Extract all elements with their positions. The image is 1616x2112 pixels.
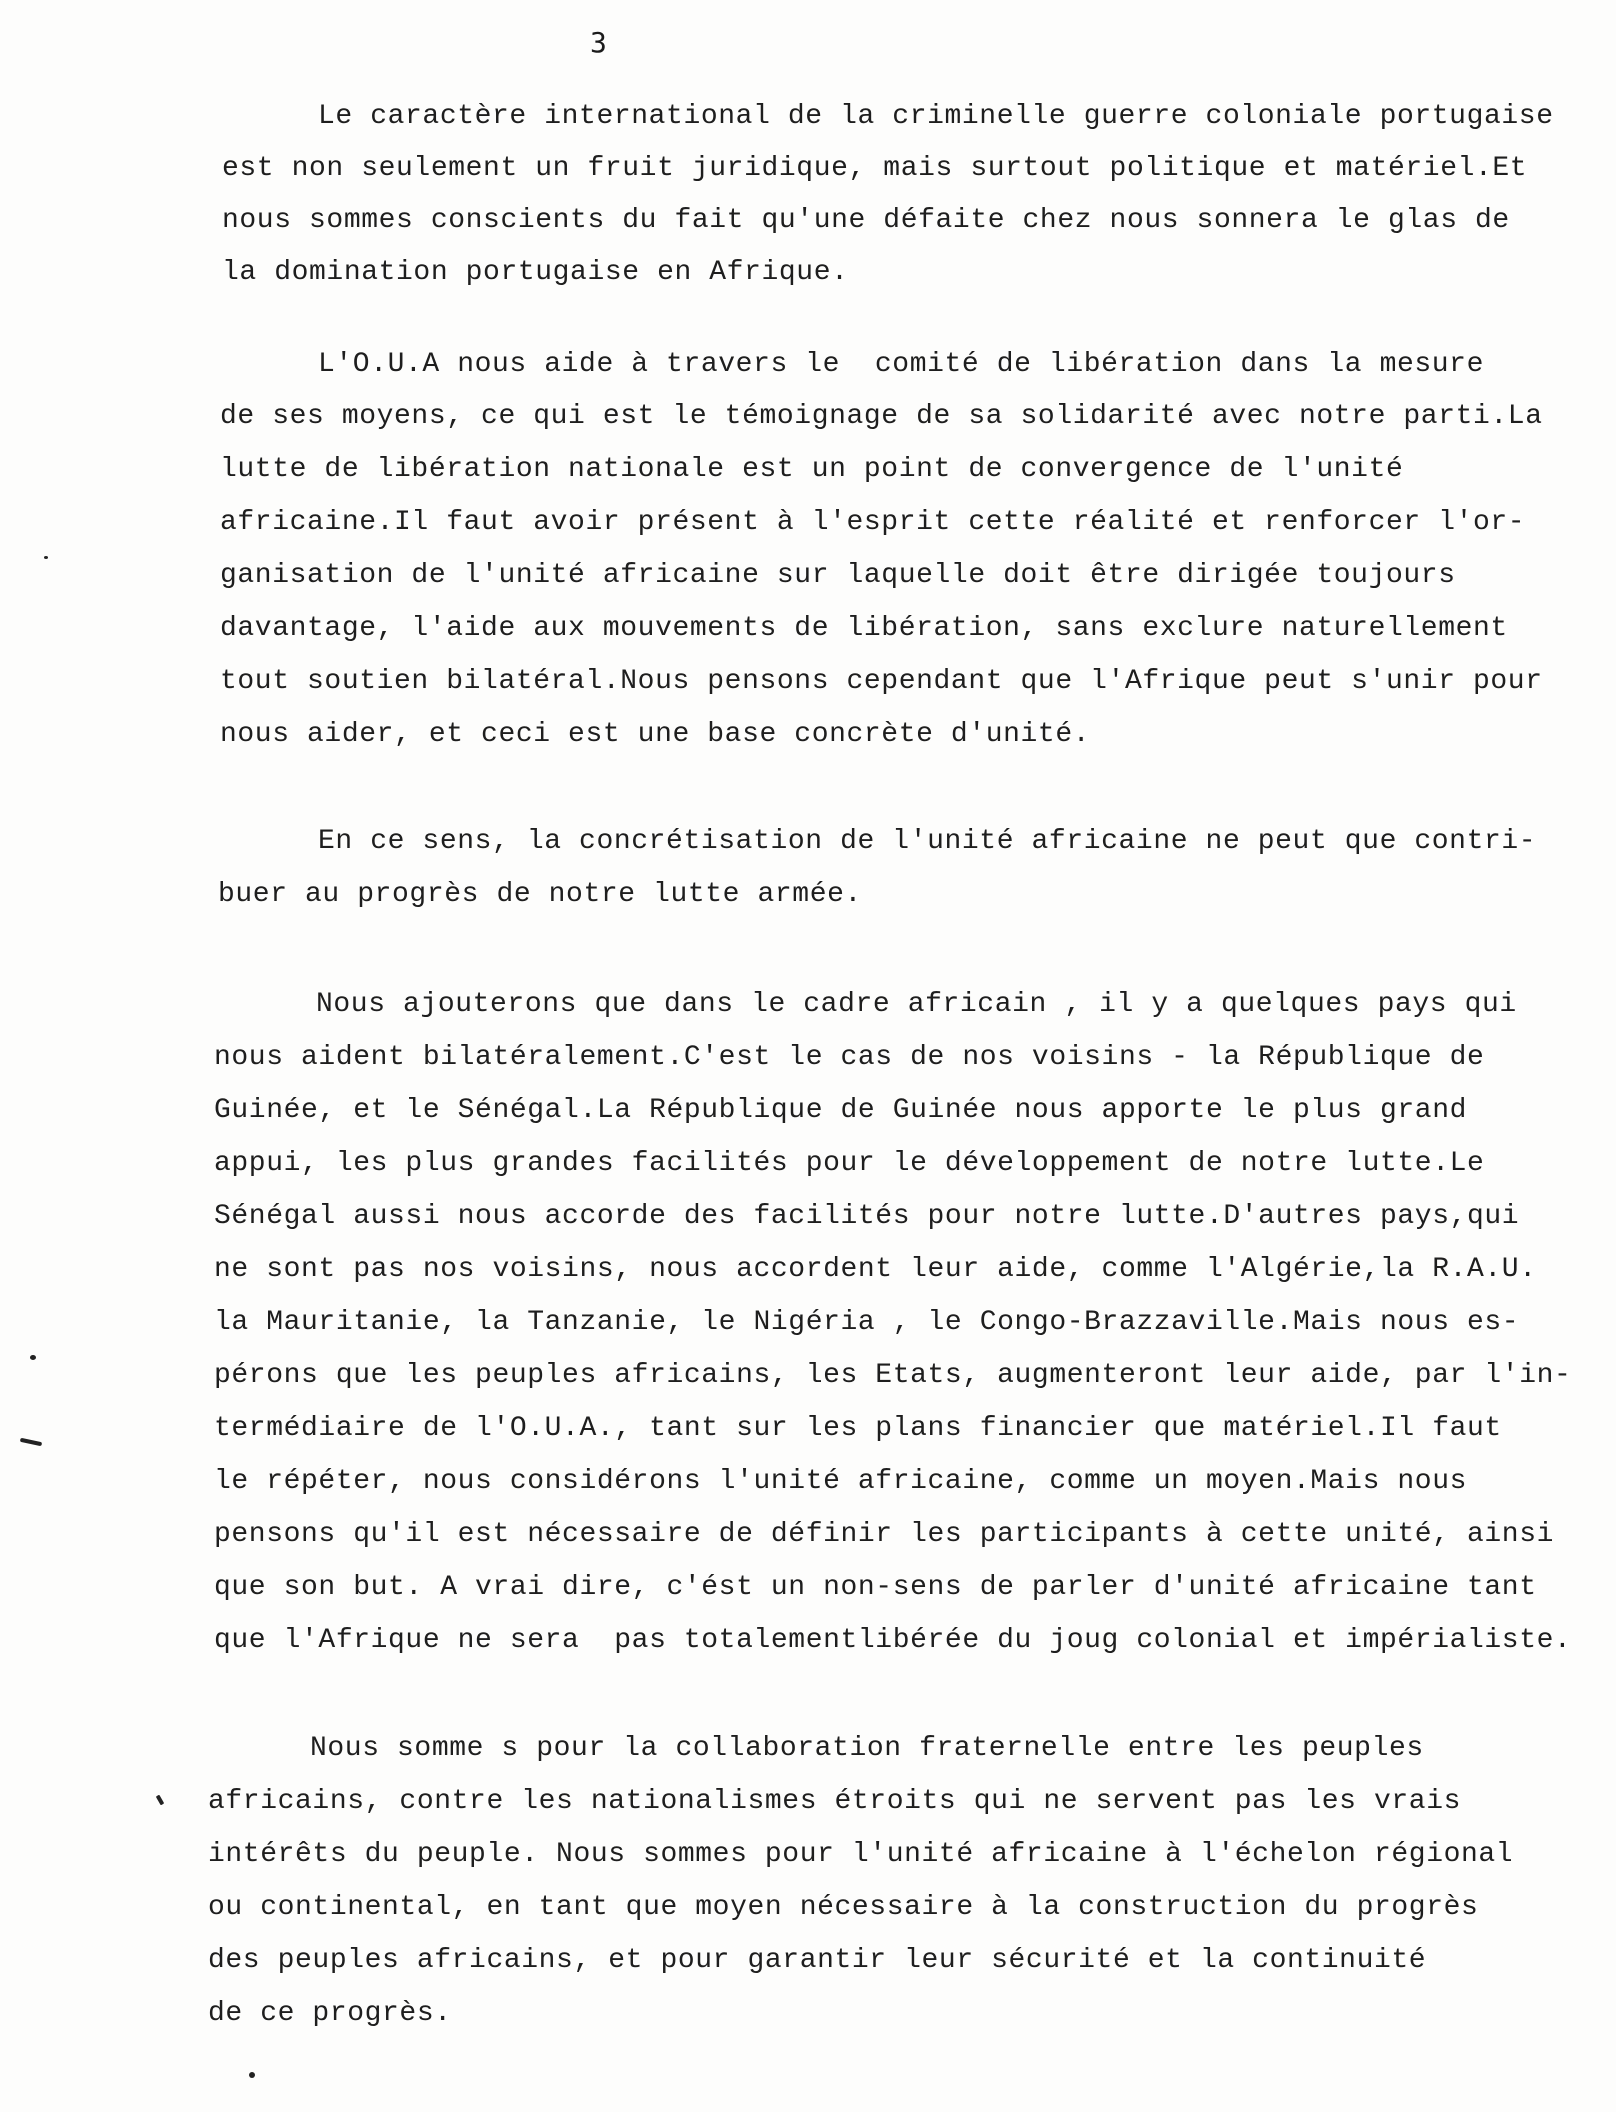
paragraph-5-line-2: africains, contre les nationalismes étroits qui ne servent pas les vrais [208, 1786, 1461, 1817]
paragraph-4-line-3: Guinée, et le Sénégal.La République de Guinée nous apporte le plus grand [214, 1095, 1467, 1126]
paragraph-2-line-7: tout soutien bilatéral.Nous pensons cependant que l'Afrique peut s'unir pour [220, 666, 1543, 697]
scan-speck [44, 556, 48, 559]
paragraph-5-line-5: des peuples africains, et pour garantir leur sécurité et la continuité [208, 1945, 1427, 1976]
paragraph-1-line-2: est non seulement un fruit juridique, mais surtout politique et matériel.Et [222, 153, 1528, 184]
paragraph-2-line-4: africaine.Il faut avoir présent à l'esprit cette réalité et renforcer l'or- [220, 507, 1526, 538]
paragraph-3-line-2: buer au progrès de notre lutte armée. [218, 879, 862, 910]
paragraph-4-line-11: pensons qu'il est nécessaire de définir les participants à cette unité, ainsi [214, 1519, 1555, 1550]
paragraph-2-line-3: lutte de libération nationale est un point de convergence de l'unité [220, 454, 1404, 485]
paragraph-4-line-8: pérons que les peuples africains, les Etats, augmenteront leur aide, par l'in- [214, 1360, 1572, 1391]
paragraph-2-line-2: de ses moyens, ce qui est le témoignage de sa solidarité avec notre parti.La [220, 401, 1543, 432]
paragraph-4-line-6: ne sont pas nos voisins, nous accordent leur aide, comme l'Algérie,la R.A.U. [214, 1254, 1537, 1285]
paragraph-4-line-7: la Mauritanie, la Tanzanie, le Nigéria , le Congo-Brazzaville.Mais nous es- [214, 1307, 1520, 1338]
paragraph-2-line-6: davantage, l'aide aux mouvements de libération, sans exclure naturellement [220, 613, 1508, 644]
paragraph-4-line-4: appui, les plus grandes facilités pour le développement de notre lutte.Le [214, 1148, 1485, 1179]
scan-speck [249, 2072, 255, 2078]
paragraph-2-line-5: ganisation de l'unité africaine sur laquelle doit être dirigée toujours [220, 560, 1456, 591]
paragraph-2-line-1: L'O.U.A nous aide à travers le comité de libération dans la mesure [318, 349, 1484, 380]
paragraph-1-line-4: la domination portugaise en Afrique. [222, 257, 849, 288]
paragraph-5-line-3: intérêts du peuple. Nous sommes pour l'unité africaine à l'échelon régional [208, 1839, 1514, 1870]
paragraph-4-line-1: Nous ajouterons que dans le cadre africain , il y a quelques pays qui [316, 989, 1517, 1020]
scan-mark [20, 1438, 42, 1446]
paragraph-4-line-10: le répéter, nous considérons l'unité africaine, comme un moyen.Mais nous [214, 1466, 1467, 1497]
paragraph-5-line-6: de ce progrès. [208, 1998, 452, 2029]
paragraph-4-line-12: que son but. A vrai dire, c'ést un non-sens de parler d'unité africaine tant [214, 1572, 1537, 1603]
paragraph-5-line-4: ou continental, en tant que moyen nécessaire à la construction du progrès [208, 1892, 1479, 1923]
scan-speck [30, 1355, 36, 1360]
paragraph-3-line-1: En ce sens, la concrétisation de l'unité africaine ne peut que contri- [318, 826, 1537, 857]
paragraph-1-line-3: nous sommes conscients du fait qu'une défaite chez nous sonnera le glas de [222, 205, 1510, 236]
paragraph-4-line-13: que l'Afrique ne sera pas totalementlibérée du joug colonial et impérialiste. [214, 1625, 1572, 1656]
scan-speck [156, 1795, 164, 1806]
paragraph-4-line-5: Sénégal aussi nous accorde des facilités pour notre lutte.D'autres pays,qui [214, 1201, 1520, 1232]
paragraph-5-line-1: Nous somme s pour la collaboration fraternelle entre les peuples [310, 1733, 1424, 1764]
paragraph-2-line-8: nous aider, et ceci est une base concrète d'unité. [220, 719, 1091, 750]
paragraph-4-line-2: nous aident bilatéralement.C'est le cas de nos voisins - la République de [214, 1042, 1485, 1073]
page-number: 3 [590, 26, 607, 59]
paragraph-4-line-9: termédiaire de l'O.U.A., tant sur les plans financier que matériel.Il faut [214, 1413, 1502, 1444]
paragraph-1-line-1: Le caractère international de la criminelle guerre coloniale portugaise [318, 101, 1554, 132]
